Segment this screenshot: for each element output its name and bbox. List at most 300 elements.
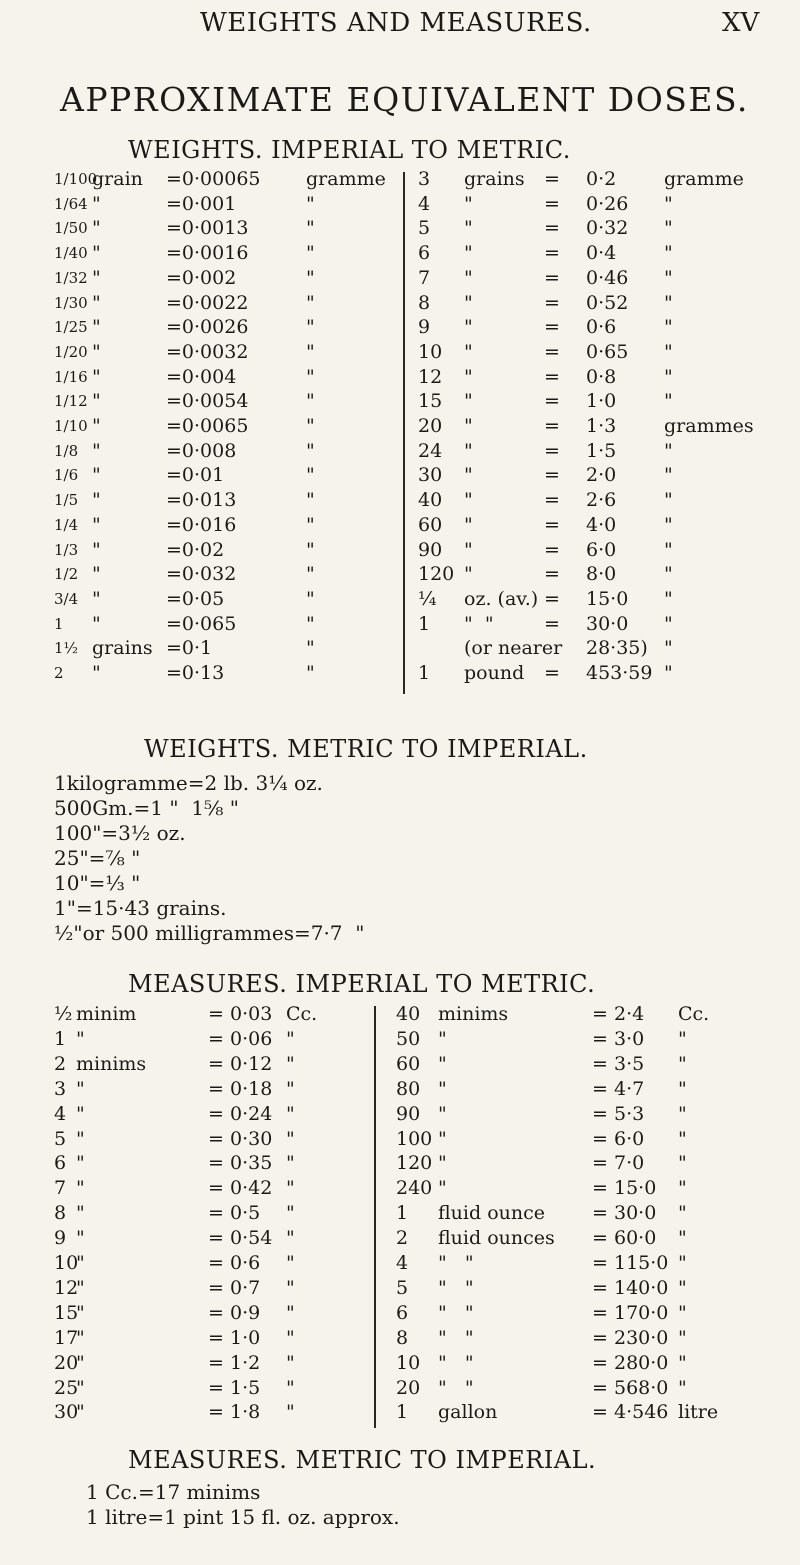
equals-cell: = bbox=[592, 1401, 608, 1424]
value-cell: 453·59 bbox=[586, 662, 653, 684]
metric-unit-cell: " bbox=[306, 439, 315, 462]
running-head bbox=[0, 8, 800, 42]
equals-cell: = bbox=[208, 1102, 224, 1125]
quantity-cell: 1/6 bbox=[54, 466, 79, 485]
metric-unit-cell: " bbox=[306, 291, 315, 314]
table-row bbox=[54, 390, 399, 412]
unit-cell: " bbox=[438, 1027, 447, 1050]
quantity-cell: 7 bbox=[54, 1177, 67, 1200]
table-row bbox=[396, 1053, 800, 1075]
metric-unit-cell: " bbox=[678, 1052, 687, 1075]
value-cell: 0·6 bbox=[230, 1252, 261, 1274]
equals-cell: = bbox=[544, 513, 560, 536]
unit-cell: " bbox=[464, 291, 473, 314]
table-row bbox=[418, 588, 798, 610]
equivalent-cell: =0·032 bbox=[166, 563, 237, 586]
weights-imperial-to-metric-left-table bbox=[54, 168, 399, 688]
quantity-cell: 240 bbox=[396, 1177, 433, 1200]
unit-cell: fluid ounce bbox=[438, 1202, 545, 1225]
unit-cell: " bbox=[76, 1227, 85, 1250]
quantity-cell: 2 bbox=[54, 664, 64, 682]
metric-unit-cell: " bbox=[664, 513, 673, 536]
unit-cell: " bbox=[76, 1276, 85, 1299]
unit-cell: " bbox=[92, 538, 101, 561]
metric-unit-cell: " bbox=[664, 637, 673, 660]
page-number: XV bbox=[722, 8, 760, 38]
equals-cell: = bbox=[147, 1505, 165, 1529]
equivalent-cell: =0·05 bbox=[166, 587, 225, 610]
quantity-cell: 1/5 bbox=[54, 491, 79, 510]
metric-unit-cell: " bbox=[664, 192, 673, 215]
value-cell: 0·30 bbox=[230, 1127, 273, 1150]
equals-cell: = bbox=[592, 1127, 608, 1150]
metric-unit-cell: litre bbox=[678, 1401, 719, 1424]
equivalent-cell: =0·0054 bbox=[166, 390, 249, 413]
quantity-cell: 5 bbox=[396, 1276, 409, 1299]
unit-cell: " bbox=[438, 1152, 447, 1175]
unit-cell: " bbox=[464, 563, 473, 586]
equals-cell: = bbox=[208, 1276, 224, 1299]
unit-cell: " bbox=[464, 415, 473, 437]
quantity-cell: 3 bbox=[54, 1077, 67, 1100]
value-cell: 0·42 bbox=[230, 1177, 273, 1200]
table-row bbox=[418, 193, 798, 215]
value-cell: 0·12 bbox=[230, 1052, 273, 1075]
table-row bbox=[54, 440, 399, 462]
table-row bbox=[54, 563, 399, 585]
value-cell: 0·8 bbox=[586, 365, 617, 388]
metric-unit-cell: " bbox=[664, 266, 673, 289]
unit-cell: " bbox=[76, 1401, 85, 1424]
quantity-cell: 500 bbox=[54, 796, 93, 820]
section-heading-measures-metric-to-imperial: MEASURES. METRIC TO IMPERIAL. bbox=[128, 1446, 597, 1474]
quantity-cell: 10 bbox=[54, 1252, 79, 1274]
equals-cell: = bbox=[208, 1301, 224, 1324]
unit-cell: kilogramme bbox=[66, 771, 188, 795]
value-cell: 0·65 bbox=[586, 340, 629, 363]
equals-cell: = bbox=[544, 390, 560, 413]
unit-cell: " bbox=[92, 489, 101, 512]
unit-cell: pound bbox=[464, 662, 525, 684]
quantity-cell: 2 bbox=[396, 1227, 409, 1250]
equals-cell: = bbox=[592, 1077, 608, 1100]
equals-cell: = bbox=[544, 612, 560, 635]
equals-cell: = bbox=[544, 439, 560, 462]
equals-cell: = bbox=[544, 662, 560, 684]
table-row bbox=[54, 796, 800, 820]
table-row bbox=[418, 415, 798, 437]
value-cell: 1 " 1⅝ " bbox=[150, 796, 239, 820]
table-row bbox=[418, 637, 798, 659]
quantity-cell: 6 bbox=[418, 242, 431, 265]
table-row bbox=[418, 539, 798, 561]
value-cell: 0·46 bbox=[586, 266, 629, 289]
equals-cell: = bbox=[592, 1202, 608, 1225]
metric-unit-cell: gramme bbox=[306, 168, 386, 190]
metric-unit-cell: " bbox=[306, 513, 315, 536]
table-row bbox=[54, 366, 399, 388]
metric-unit-cell: " bbox=[286, 1351, 295, 1374]
value-cell: 17 minims bbox=[154, 1480, 261, 1504]
equals-cell: = bbox=[544, 291, 560, 314]
unit-cell: " bbox=[92, 821, 102, 845]
unit-cell: " bbox=[464, 340, 473, 363]
quantity-cell: 6 bbox=[396, 1301, 409, 1324]
quantity-cell: 30 bbox=[418, 464, 443, 487]
metric-unit-cell: Cc. bbox=[678, 1003, 710, 1025]
table-row bbox=[396, 1028, 800, 1050]
unit-cell: " bbox=[464, 365, 473, 388]
unit-cell: " bbox=[92, 390, 101, 413]
unit-cell: " bbox=[92, 365, 101, 388]
table-row bbox=[418, 292, 798, 314]
table-row bbox=[418, 563, 798, 585]
unit-cell: oz. (av.) bbox=[464, 587, 539, 610]
value-cell: 1·5 bbox=[230, 1376, 261, 1399]
value-cell: 170·0 bbox=[614, 1301, 669, 1324]
unit-cell: " bbox=[438, 1177, 447, 1200]
metric-unit-cell: " bbox=[286, 1276, 295, 1299]
table-row bbox=[54, 464, 399, 486]
table-row bbox=[396, 1377, 800, 1399]
unit-cell: grains bbox=[92, 637, 153, 660]
table-row bbox=[396, 1202, 800, 1224]
table-row bbox=[418, 217, 798, 239]
quantity-cell: 24 bbox=[418, 439, 443, 462]
equals-cell: = bbox=[592, 1152, 608, 1175]
equals-cell: = bbox=[592, 1052, 608, 1075]
equals-cell: = bbox=[544, 489, 560, 512]
table-row bbox=[54, 514, 399, 536]
unit-cell: " bbox=[76, 1351, 85, 1374]
equals-cell: = bbox=[544, 365, 560, 388]
equivalent-cell: =0·0026 bbox=[166, 316, 249, 339]
table-row bbox=[54, 1252, 374, 1274]
metric-unit-cell: grammes bbox=[664, 415, 754, 437]
equals-cell: = bbox=[592, 1351, 608, 1374]
quantity-cell: 100 bbox=[54, 821, 93, 845]
metric-unit-cell: " bbox=[306, 464, 315, 487]
unit-cell: " bbox=[76, 1077, 85, 1100]
equivalent-cell: =0·0065 bbox=[166, 415, 249, 437]
equals-cell: = bbox=[208, 1177, 224, 1200]
quantity-cell: 9 bbox=[418, 316, 431, 339]
equivalent-cell: =0·13 bbox=[166, 662, 225, 684]
metric-unit-cell: " bbox=[678, 1276, 687, 1299]
metric-unit-cell: " bbox=[664, 365, 673, 388]
table-row bbox=[54, 1352, 374, 1374]
unit-cell: " bbox=[464, 242, 473, 265]
table-row bbox=[54, 1128, 374, 1150]
quantity-cell: 1/4 bbox=[54, 515, 79, 534]
unit-cell: " bbox=[92, 513, 101, 536]
equals-cell: = bbox=[208, 1027, 224, 1050]
metric-unit-cell: " bbox=[678, 1252, 687, 1274]
quantity-cell: 3/4 bbox=[54, 589, 79, 608]
unit-cell: " bbox=[464, 390, 473, 413]
table-row bbox=[54, 1302, 374, 1324]
quantity-cell: 1 bbox=[418, 662, 431, 684]
table-row bbox=[54, 1103, 374, 1125]
table-row bbox=[396, 1227, 800, 1249]
equivalent-cell: =0·0032 bbox=[166, 340, 249, 363]
value-cell: 5·3 bbox=[614, 1102, 645, 1125]
equals-cell: = bbox=[208, 1127, 224, 1150]
quantity-cell: 6 bbox=[54, 1152, 67, 1175]
unit-cell: " bbox=[438, 1102, 447, 1125]
table-row bbox=[396, 1252, 800, 1274]
value-cell: 2·6 bbox=[586, 489, 617, 512]
equivalent-cell: =0·002 bbox=[166, 266, 237, 289]
table-row bbox=[396, 1302, 800, 1324]
equals-cell: = bbox=[592, 1276, 608, 1299]
table-row bbox=[54, 1327, 374, 1349]
quantity-cell: 50 bbox=[396, 1027, 421, 1050]
unit-cell: " bbox=[79, 871, 89, 895]
metric-unit-cell: " bbox=[286, 1127, 295, 1150]
metric-unit-cell: " bbox=[664, 612, 673, 635]
value-cell: 3·0 bbox=[614, 1027, 645, 1050]
metric-unit-cell: " bbox=[286, 1102, 295, 1125]
running-head-title: WEIGHTS AND MEASURES. bbox=[200, 8, 592, 38]
value-cell: 15·0 bbox=[586, 587, 629, 610]
value-cell: 7·0 bbox=[614, 1152, 645, 1175]
metric-unit-cell: " bbox=[678, 1301, 687, 1324]
metric-unit-cell: " bbox=[678, 1077, 687, 1100]
value-cell: 115·0 bbox=[614, 1252, 669, 1274]
metric-unit-cell: " bbox=[664, 563, 673, 586]
quantity-cell: 1/32 bbox=[54, 268, 88, 287]
unit-cell: " bbox=[464, 538, 473, 561]
quantity-cell: 1/3 bbox=[54, 540, 79, 559]
metric-unit-cell: " bbox=[306, 340, 315, 363]
unit-cell: " bbox=[79, 846, 89, 870]
column-divider bbox=[374, 1006, 376, 1428]
equivalent-cell: =0·001 bbox=[166, 192, 237, 215]
value-cell: 0·26 bbox=[586, 192, 629, 215]
metric-unit-cell: " bbox=[664, 340, 673, 363]
equals-cell: = bbox=[208, 1401, 224, 1424]
value-cell: 6·0 bbox=[586, 538, 617, 561]
metric-unit-cell: " bbox=[678, 1376, 687, 1399]
metric-unit-cell: " bbox=[664, 242, 673, 265]
unit-cell: " bbox=[438, 1052, 447, 1075]
table-row bbox=[54, 415, 399, 437]
equals-cell: = bbox=[544, 316, 560, 339]
value-cell: 0·5 bbox=[230, 1202, 261, 1225]
value-cell: 230·0 bbox=[614, 1326, 669, 1349]
value-cell: 1·2 bbox=[230, 1351, 261, 1374]
unit-cell: " " bbox=[438, 1326, 474, 1349]
unit-cell: " bbox=[92, 291, 101, 314]
value-cell: ⅞ " bbox=[105, 846, 141, 870]
value-cell: 0·6 bbox=[586, 316, 617, 339]
table-row bbox=[54, 1227, 374, 1249]
unit-cell: Gm. bbox=[92, 796, 134, 820]
quantity-cell: 20 bbox=[54, 1351, 79, 1374]
metric-unit-cell: " bbox=[306, 365, 315, 388]
metric-unit-cell: " bbox=[306, 192, 315, 215]
metric-unit-cell: " bbox=[306, 266, 315, 289]
metric-unit-cell: " bbox=[678, 1027, 687, 1050]
quantity-cell: 4 bbox=[396, 1252, 409, 1274]
table-row bbox=[396, 1177, 800, 1199]
table-row bbox=[396, 1128, 800, 1150]
quantity-cell: 1 Cc. bbox=[86, 1480, 138, 1504]
unit-cell: (or nearer bbox=[464, 637, 563, 660]
quantity-cell: 1 litre bbox=[86, 1505, 148, 1529]
unit-cell: grains bbox=[464, 168, 525, 190]
quantity-cell: 40 bbox=[396, 1003, 421, 1025]
metric-unit-cell: " bbox=[664, 538, 673, 561]
table-row bbox=[54, 588, 399, 610]
value-cell: 280·0 bbox=[614, 1351, 669, 1374]
equivalent-cell: =0·0013 bbox=[166, 217, 249, 240]
quantity-cell: 1 bbox=[54, 896, 67, 920]
value-cell: 1 pint 15 fl. oz. approx. bbox=[164, 1505, 400, 1529]
section-heading-weights-imperial-to-metric: WEIGHTS. IMPERIAL TO METRIC. bbox=[128, 136, 571, 164]
unit-cell: " bbox=[92, 217, 101, 240]
value-cell: 1·0 bbox=[230, 1326, 261, 1349]
table-row bbox=[418, 464, 798, 486]
metric-unit-cell: " bbox=[286, 1301, 295, 1324]
metric-unit-cell: " bbox=[286, 1202, 295, 1225]
unit-cell: " " bbox=[438, 1276, 474, 1299]
table-row bbox=[418, 366, 798, 388]
quantity-cell: 5 bbox=[54, 1127, 67, 1150]
table-row bbox=[396, 1277, 800, 1299]
measures-imperial-to-metric-left-table bbox=[54, 1003, 374, 1423]
unit-cell: " bbox=[438, 1127, 447, 1150]
metric-unit-cell: " bbox=[664, 291, 673, 314]
quantity-cell: 5 bbox=[418, 217, 431, 240]
equals-cell: = bbox=[208, 1077, 224, 1100]
quantity-cell: 120 bbox=[396, 1152, 433, 1175]
table-row bbox=[54, 1053, 374, 1075]
equals-cell: = bbox=[592, 1252, 608, 1274]
unit-cell: " bbox=[464, 266, 473, 289]
quantity-cell: 1/2 bbox=[54, 565, 79, 584]
quantity-cell: 12 bbox=[418, 365, 443, 388]
quantity-cell: 1 bbox=[396, 1401, 409, 1424]
equals-cell: = bbox=[592, 1177, 608, 1200]
value-cell: 3·5 bbox=[614, 1052, 645, 1075]
table-row bbox=[86, 1505, 800, 1529]
metric-unit-cell: " bbox=[306, 217, 315, 240]
unit-cell: " " bbox=[438, 1301, 474, 1324]
quantity-cell: 30 bbox=[54, 1401, 79, 1424]
table-row bbox=[396, 1352, 800, 1374]
quantity-cell: 1 bbox=[54, 614, 64, 633]
value-cell: ⅓ " bbox=[105, 871, 141, 895]
quantity-cell: ¼ bbox=[418, 587, 437, 610]
metric-unit-cell: " bbox=[306, 390, 315, 413]
unit-cell: " bbox=[92, 587, 101, 610]
section-heading-weights-metric-to-imperial: WEIGHTS. METRIC TO IMPERIAL. bbox=[144, 735, 588, 763]
unit-cell: gallon bbox=[438, 1401, 498, 1424]
unit-cell: " bbox=[464, 439, 473, 462]
unit-cell: " bbox=[76, 1252, 85, 1274]
unit-cell: " bbox=[76, 1326, 85, 1349]
metric-unit-cell: " bbox=[286, 1376, 295, 1399]
quantity-cell: 1/16 bbox=[54, 367, 88, 386]
metric-unit-cell: " bbox=[286, 1177, 295, 1200]
value-cell: 4·546 bbox=[614, 1401, 669, 1424]
quantity-cell: 1/10 bbox=[54, 417, 88, 435]
equals-cell: = bbox=[592, 1326, 608, 1349]
page-title: APPROXIMATE EQUIVALENT DOSES. bbox=[60, 80, 749, 119]
table-row bbox=[54, 921, 800, 945]
quantity-cell: 1 bbox=[54, 1027, 67, 1050]
note-cell: or 500 milligrammes bbox=[82, 921, 294, 945]
equals-cell: = bbox=[208, 1052, 224, 1075]
value-cell: 0·24 bbox=[230, 1102, 273, 1125]
metric-unit-cell: " bbox=[664, 316, 673, 339]
equivalent-cell: =0·1 bbox=[166, 637, 213, 660]
value-cell: 0·32 bbox=[586, 217, 629, 240]
quantity-cell: 120 bbox=[418, 563, 455, 586]
equivalent-cell: =0·0016 bbox=[166, 242, 249, 265]
table-row bbox=[54, 1277, 374, 1299]
equals-cell: = bbox=[544, 192, 560, 215]
metric-unit-cell: " bbox=[306, 489, 315, 512]
equals-cell: = bbox=[208, 1351, 224, 1374]
equals-cell: = bbox=[88, 871, 106, 895]
quantity-cell: 25 bbox=[54, 1376, 79, 1399]
table-row bbox=[396, 1152, 800, 1174]
value-cell: 0·18 bbox=[230, 1077, 273, 1100]
table-row bbox=[396, 1401, 800, 1423]
equals-cell: = bbox=[592, 1003, 608, 1025]
table-row bbox=[54, 1202, 374, 1224]
equals-cell: = bbox=[592, 1301, 608, 1324]
unit-cell: " bbox=[76, 1202, 85, 1225]
quantity-cell: 1½ bbox=[54, 639, 79, 658]
table-row bbox=[54, 637, 399, 659]
quantity-cell: 8 bbox=[54, 1202, 67, 1225]
table-row bbox=[54, 489, 399, 511]
value-cell: 1·5 bbox=[586, 439, 617, 462]
quantity-cell: 1/100 bbox=[54, 170, 98, 188]
metric-unit-cell: " bbox=[306, 563, 315, 586]
quantity-cell: 4 bbox=[418, 192, 431, 215]
quantity-cell: 100 bbox=[396, 1127, 433, 1150]
unit-cell: " bbox=[92, 316, 101, 339]
quantity-cell: 3 bbox=[418, 168, 431, 190]
value-cell: 7·7 " bbox=[310, 921, 365, 945]
metric-unit-cell: " bbox=[678, 1127, 687, 1150]
equivalent-cell: =0·01 bbox=[166, 464, 225, 487]
unit-cell: " bbox=[92, 464, 101, 487]
table-row bbox=[54, 341, 399, 363]
unit-cell: " bbox=[92, 563, 101, 586]
quantity-cell: 4 bbox=[54, 1102, 67, 1125]
quantity-cell: 60 bbox=[396, 1052, 421, 1075]
equals-cell: = bbox=[544, 217, 560, 240]
table-row bbox=[418, 242, 798, 264]
unit-cell: " bbox=[92, 266, 101, 289]
unit-cell: " bbox=[464, 192, 473, 215]
metric-unit-cell: " bbox=[678, 1351, 687, 1374]
metric-unit-cell: " bbox=[306, 662, 315, 684]
quantity-cell: 90 bbox=[418, 538, 443, 561]
equals-cell: = bbox=[592, 1376, 608, 1399]
quantity-cell: 12 bbox=[54, 1276, 79, 1299]
table-row bbox=[418, 662, 798, 684]
column-divider bbox=[403, 172, 405, 694]
equals-cell: = bbox=[592, 1227, 608, 1250]
value-cell: 0·9 bbox=[230, 1301, 261, 1324]
